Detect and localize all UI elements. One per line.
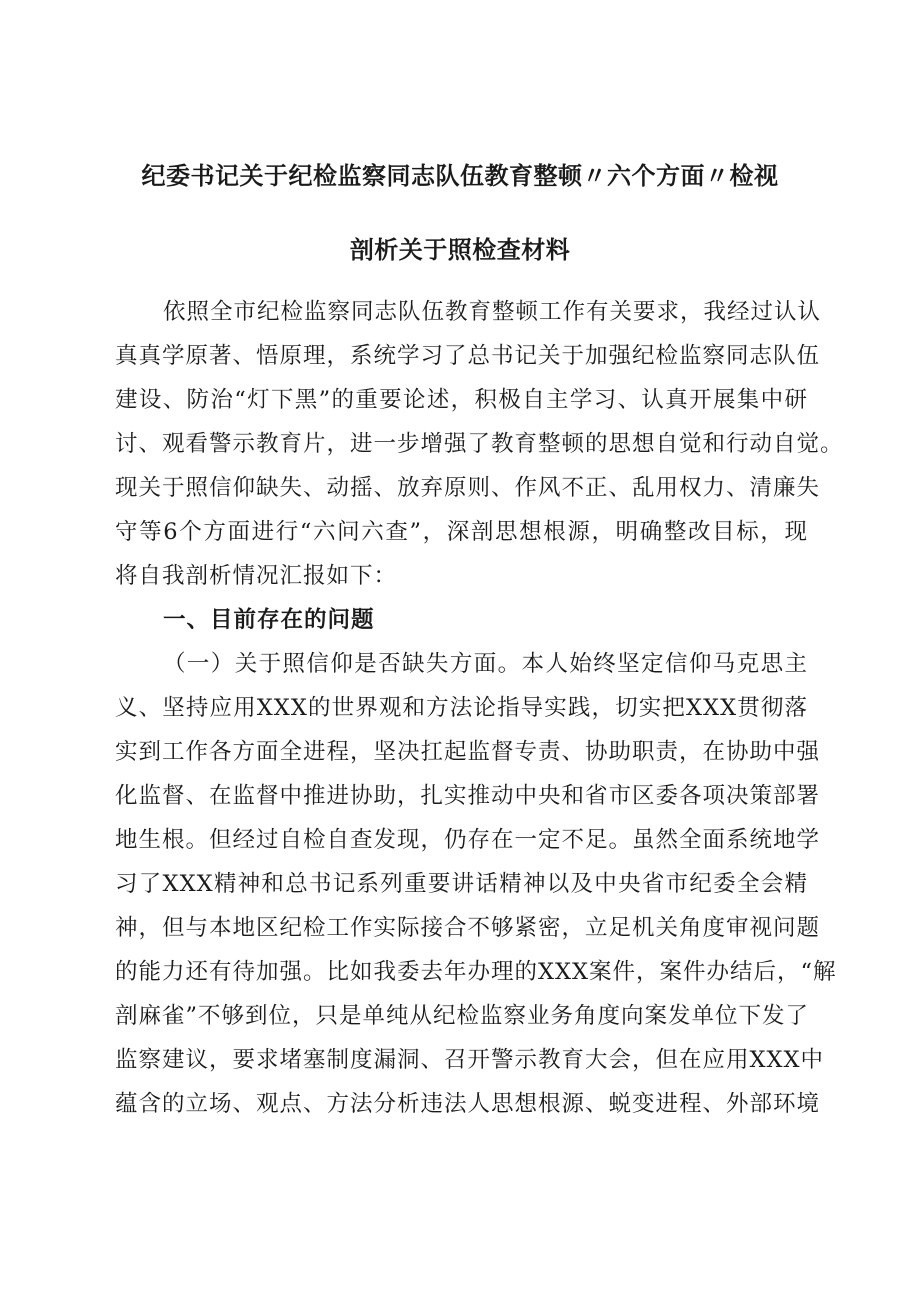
intro-line: 守等6个方面进行“六问六查”，深剖思想根源，明确整改目标，现 — [115, 519, 808, 545]
section-line: 蕴含的立场、观点、方法分析违法人思想根源、蜕变进程、外部环境 — [115, 1091, 821, 1117]
intro-line: 现关于照信仰缺失、动摇、放弃原则、作风不正、乱用权力、清廉失 — [115, 475, 821, 501]
document-body — [115, 290, 844, 1126]
document-title-line-2: 剖析关于照检查材料 — [349, 236, 571, 264]
section-line: 实到工作各方面全进程，坚决扛起监督专责、协助职责，在协助中强 — [115, 739, 821, 765]
section-line: 神，但与本地区纪检工作实际接合不够紧密，立足机关角度审视问题 — [115, 915, 821, 941]
section-line: 地生根。但经过自检自查发现，仍存在一定不足。虽然全面系统地学 — [115, 827, 821, 853]
intro-line: 讨、观看警示教育片，进一步增强了教育整顿的思想自觉和行动自觉。 — [115, 431, 844, 457]
intro-line: 将自我剖析情况汇报如下： — [115, 563, 398, 589]
section-line: 义、坚持应用XXX的世界观和方法论指导实践，切实把XXX贯彻落 — [115, 695, 808, 721]
document-title-line-1: 纪委书记关于纪检监察同志队伍教育整顿〃六个方面〃检视 — [141, 162, 779, 190]
intro-line: 依照全市纪检监察同志队伍教育整顿工作有关要求，我经过认认 — [163, 299, 822, 325]
section-line: 习了XXX精神和总书记系列重要讲话精神以及中央省市纪委全会精 — [115, 871, 808, 897]
section-line: 监察建议，要求堵塞制度漏洞、召开警示教育大会，但在应用XXX中 — [115, 1047, 825, 1073]
section-line: 剖麻雀”不够到位，只是单纯从纪检监察业务角度向案发单位下发了 — [115, 1003, 810, 1029]
section-line: （一）关于照信仰是否缺失方面。本人始终坚定信仰马克思主 — [163, 651, 808, 677]
section-line: 的能力还有待加强。比如我委去年办理的XXX案件，案件办结后，“解 — [115, 959, 837, 985]
section-heading: 一、目前存在的问题 — [163, 607, 375, 633]
intro-line: 建设、防治“灯下黑”的重要论述，积极自主学习、认真开展集中研 — [115, 387, 808, 413]
section-line: 化监督、在监督中推进协助，扎实推动中央和省市区委各项决策部署 — [115, 783, 821, 809]
intro-line: 真真学原著、悟原理，系统学习了总书记关于加强纪检监察同志队伍 — [115, 343, 821, 369]
